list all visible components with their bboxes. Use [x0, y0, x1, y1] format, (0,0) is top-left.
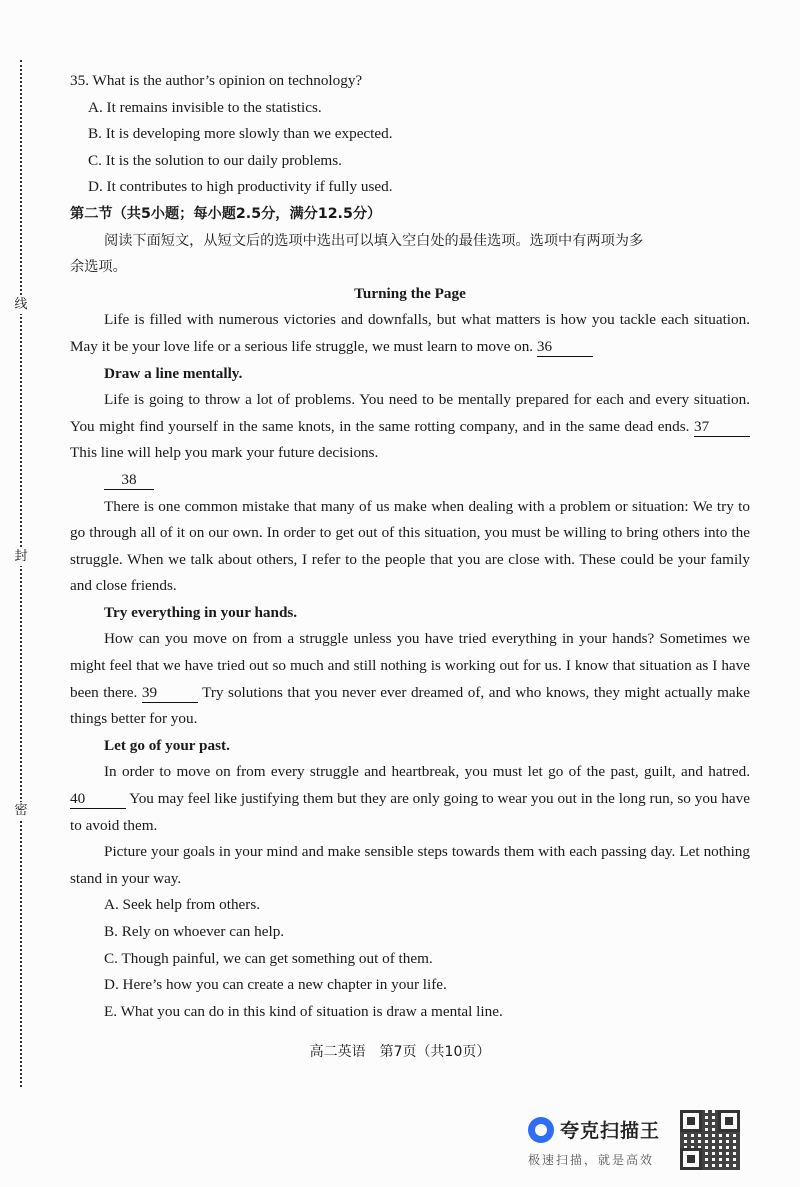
blank-37: 37: [694, 418, 750, 437]
option-d: D. Here’s how you can create a new chapter in your life.: [104, 976, 447, 994]
scanner-watermark: [526, 1113, 676, 1173]
scanner-slogan: 极速扫描，就是高效: [528, 1153, 655, 1167]
paragraph-2-text: Life is going to throw a lot of problems. You need to be mentally prepared for each and every situation. You might find yourself in the same knots, in the same rotting company, and in the same dead ends.: [70, 391, 750, 435]
blank-40: 40: [70, 790, 126, 809]
blank-38: 38: [104, 471, 154, 490]
binding-margin-dotted-line: [20, 60, 22, 1087]
question-35-option-a: A. It remains invisible to the statistics.: [88, 98, 322, 116]
paragraph-1-text: Life is filled with numerous victories and downfalls, but what matters is how you tackle each situation. May it be your love life or a serious life struggle, we must learn to move on.: [70, 311, 750, 355]
section-2-instruction-line2: 余选项。: [70, 259, 127, 276]
subheading-let-go: Let go of your past.: [104, 736, 230, 754]
margin-char-feng: 封: [12, 548, 30, 566]
margin-char-xian: 线: [12, 296, 30, 314]
option-b: B. Rely on whoever can help.: [104, 923, 285, 940]
passage-paragraph-3: There is one common mistake that many of us make when dealing with a problem or situation: We try to go through all of it on our own. In order to get out of this situation, you must be willing to bring others into the struggle. When we talk about others, I refer to the people that you are close with. These could be your family and close friends.: [70, 497, 750, 595]
passage-paragraph-1: [70, 307, 750, 360]
subheading-draw-line: Draw a line mentally.: [104, 364, 243, 382]
option-a: A. Seek help from others.: [104, 896, 261, 914]
page-footer: 高二英语 第7页（共10页）: [309, 1044, 491, 1060]
subheading-try-everything: Try everything in your hands.: [104, 603, 298, 621]
paragraph-5-tail: You may feel like justifying them but they are only going to wear you out in the long run, so you have to avoid them.: [70, 790, 750, 834]
scanner-logo-icon: [528, 1117, 554, 1143]
paragraph-4-tail: Try solutions that you never ever dreamed of, and who knows, they might actually make things better for you.: [70, 683, 750, 728]
option-c: C. Though painful, we can get something out of them.: [104, 949, 433, 967]
question-35-stem: 35. What is the author’s opinion on technology?: [70, 72, 363, 89]
page-content: [70, 68, 750, 1025]
blank-36: 36: [537, 338, 593, 357]
passage-paragraph-4: [70, 626, 750, 732]
blank-38-line: [70, 467, 750, 494]
passage-title: Turning the Page: [354, 284, 466, 302]
scanner-brand: 夸克扫描王: [560, 1120, 661, 1142]
section-2-instruction-line1: 阅读下面短文，从短文后的选项中选出可以填入空白处的最佳选项。选项中有两项为多: [104, 232, 644, 249]
question-35-option-c: C. It is the solution to our daily problems.: [88, 151, 342, 169]
question-35-option-d: D. It contributes to high productivity if fully used.: [88, 178, 393, 196]
qr-finder-bottom-left: [680, 1148, 702, 1170]
question-35-option-b: B. It is developing more slowly than we expected.: [88, 125, 393, 143]
passage-paragraph-5: [70, 759, 750, 839]
margin-char-mi: 密: [12, 802, 30, 820]
paragraph-2-tail: This line will help you mark your future decisions.: [70, 444, 379, 462]
passage-paragraph-6: Picture your goals in your mind and make sensible steps towards them with each passing day. Let nothing stand in your way.: [70, 843, 750, 887]
qr-code-icon: [680, 1110, 740, 1170]
blank-39: 39: [142, 684, 198, 703]
qr-finder-top-right: [718, 1110, 740, 1132]
paragraph-5-text: In order to move on from every struggle and heartbreak, you must let go of the past, guilt, and hatred.: [104, 763, 750, 781]
section-2-heading: 第二节（共5小题；每小题2.5分，满分12.5分）: [70, 205, 382, 222]
paragraph-4-text: How can you move on from a struggle unless you have tried everything in your hands? Sometimes we might feel that we have tried out so much and still nothing is working out for us. I know that situation as I have been there.: [70, 630, 750, 701]
option-e: E. What you can do in this kind of situation is draw a mental line.: [104, 1002, 503, 1020]
passage-paragraph-2: [70, 387, 750, 467]
qr-finder-top-left: [680, 1110, 702, 1132]
